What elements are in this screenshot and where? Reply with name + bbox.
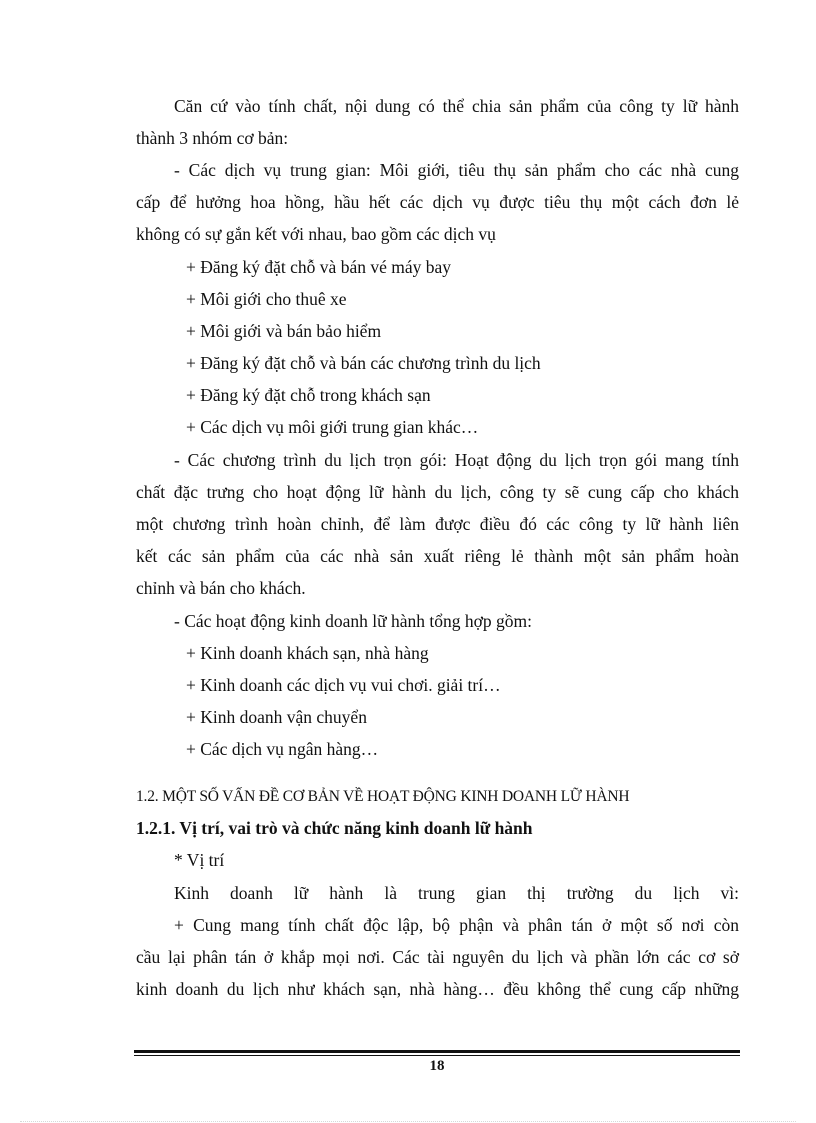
paragraph-line: một chương trình hoàn chỉnh, để làm được điều đó các công ty lữ hành liên [136, 514, 739, 534]
list-item: + Môi giới và bán bảo hiểm [186, 321, 382, 341]
list-item: + Đăng ký đặt chỗ và bán vé máy bay [186, 257, 451, 277]
footer-rule-thick [134, 1050, 740, 1053]
subsection-heading: 1.2.1. Vị trí, vai trò và chức năng kinh doanh lữ hành [136, 818, 533, 838]
paragraph-line: + Cung mang tính chất độc lập, bộ phận và phân tán ở một số nơi còn [174, 915, 739, 935]
paragraph-line: - Các hoạt động kinh doanh lữ hành tổng hợp gồm: [174, 611, 532, 631]
position-label: * Vị trí [174, 850, 225, 870]
paragraph-line: cầu lại phân tán ở khắp mọi nơi. Các tài nguyên du lịch và phần lớn các cơ sở [136, 947, 739, 967]
list-item: + Đăng ký đặt chỗ và bán các chương trình du lịch [186, 353, 541, 373]
list-item: + Kinh doanh vận chuyển [186, 707, 367, 727]
list-item: + Đăng ký đặt chỗ trong khách sạn [186, 385, 431, 405]
paragraph-line: chỉnh và bán cho khách. [136, 578, 306, 598]
paragraph-line: cấp để hưởng hoa hồng, hầu hết các dịch vụ được tiêu thụ một cách đơn lẻ [136, 192, 739, 212]
paragraph-line: - Các chương trình du lịch trọn gói: Hoạt động du lịch trọn gói mang tính [174, 450, 739, 470]
list-item: + Các dịch vụ môi giới trung gian khác… [186, 417, 479, 437]
page-edge-divider [20, 1121, 796, 1122]
list-item: + Các dịch vụ ngân hàng… [186, 739, 379, 759]
paragraph-line: Căn cứ vào tính chất, nội dung có thể chia sản phẩm của công ty lữ hành [174, 96, 739, 116]
list-item: + Kinh doanh các dịch vụ vui chơi. giải trí… [186, 675, 501, 695]
paragraph-line: Kinh doanh lữ hành là trung gian thị trường du lịch vì: [174, 883, 739, 903]
paragraph-line: không có sự gắn kết với nhau, bao gồm các dịch vụ [136, 224, 496, 244]
paragraph-line: kinh doanh du lịch như khách sạn, nhà hàng… đều không thể cung cấp những [136, 979, 739, 999]
section-heading: 1.2. MỘT SỐ VẤN ĐỀ CƠ BẢN VỀ HOẠT ĐỘNG KINH DOANH LỮ HÀNH [136, 788, 630, 805]
paragraph-line: - Các dịch vụ trung gian: Môi giới, tiêu thụ sản phẩm cho các nhà cung [174, 160, 739, 180]
paragraph-line: chất đặc trưng cho hoạt động lữ hành du lịch, công ty sẽ cung cấp cho khách [136, 482, 739, 502]
paragraph-line: thành 3 nhóm cơ bản: [136, 128, 289, 148]
page-number: 18 [429, 1058, 445, 1074]
paragraph-line: kết các sản phẩm của các nhà sản xuất riêng lẻ thành một sản phẩm hoàn [136, 546, 739, 566]
list-item: + Môi giới cho thuê xe [186, 289, 347, 309]
list-item: + Kinh doanh khách sạn, nhà hàng [186, 643, 429, 663]
